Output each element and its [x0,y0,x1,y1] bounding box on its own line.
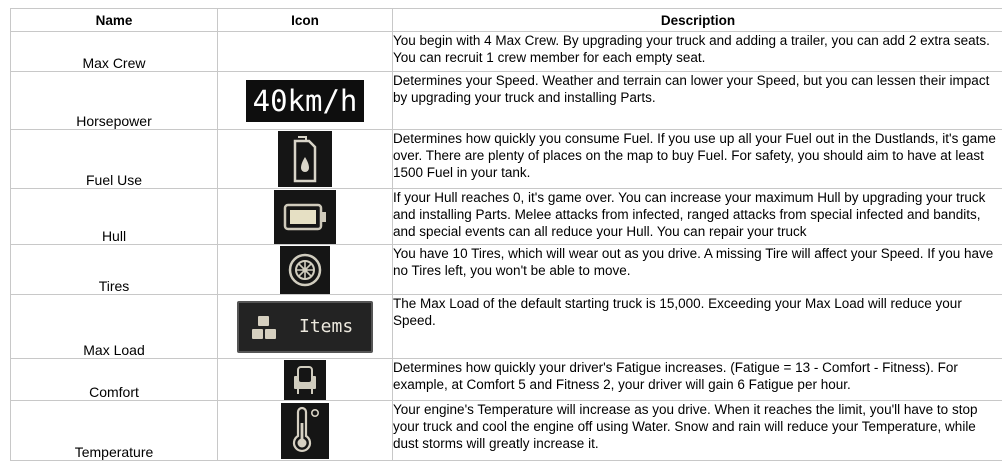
row-name: Tires [11,245,218,295]
row-description: Determines how quickly your driver's Fatigue increases. (Fatigue = 13 - Comfort - Fitness). For example, at Comfort 5 and Fitness 2, your driver will gain 6 Fatigue per hour. [393,360,958,392]
table-row-horsepower [11,72,1002,130]
speed-readout-icon [246,80,364,122]
row-name: Hull [11,189,218,245]
thermometer-icon [281,403,329,459]
row-name: Fuel Use [11,130,218,189]
row-name: Comfort [11,359,218,401]
row-description: You have 10 Tires, which will wear out as you drive. A missing Tire will affect your Speed. If you have no Tires left, you won't be able to move. [393,246,994,278]
items-icon [237,301,373,353]
row-name: Max Load [11,295,218,359]
tire-wheel-icon [280,246,330,294]
battery-icon [274,190,336,244]
items-icon-label: Items [299,315,354,337]
row-icon-cell [218,32,393,72]
header-description: Description [393,9,1002,32]
row-description: Your engine's Temperature will increase as you drive. When it reaches the limit, you'll have to stop your truck and cool the engine off using Water. Snow and rain will reduce your Temperature, while dust storms will greatly increase it. [393,402,978,451]
table-row-fuel-use [11,130,1002,189]
table-row-hull [11,189,1002,245]
row-description: You begin with 4 Max Crew. By upgrading your truck and adding a trailer, you can add 2 extra seats. You can recruit 1 crew member for each empty seat. [393,33,990,65]
table-row-temperature [11,401,1002,461]
fuel-can-icon [278,131,332,187]
table-row-comfort [11,359,1002,401]
table-row-max-crew [11,32,1002,72]
table-row-tires [11,245,1002,295]
seat-icon [284,360,326,400]
stats-table [10,8,1002,461]
header-row [11,9,1002,32]
row-description: The Max Load of the default starting truck is 15,000. Exceeding your Max Load will reduce your Speed. [393,296,962,328]
speed-readout-text: 40km/h [252,83,358,118]
row-description: Determines how quickly you consume Fuel. If you use up all your Fuel out in the Dustlands, it's game over. There are plenty of places on the map to buy Fuel. For safety, you should aim to have at least 1500 Fuel in your tank. [393,131,996,180]
row-name: Horsepower [11,72,218,130]
row-description: If your Hull reaches 0, it's game over. You can increase your maximum Hull by upgrading your truck and installing Parts. Melee attacks from infected, ranged attacks from special infected and bandits, and special events can all reduce your Hull. You can repair your truck [393,190,986,239]
table-row-max-load [11,295,1002,359]
row-name: Max Crew [11,32,218,72]
row-description: Determines your Speed. Weather and terrain can lower your Speed, but you can lessen their impact by upgrading your truck and installing Parts. [393,73,990,105]
header-icon: Icon [218,9,393,32]
header-name: Name [11,9,218,32]
row-name: Temperature [11,401,218,461]
